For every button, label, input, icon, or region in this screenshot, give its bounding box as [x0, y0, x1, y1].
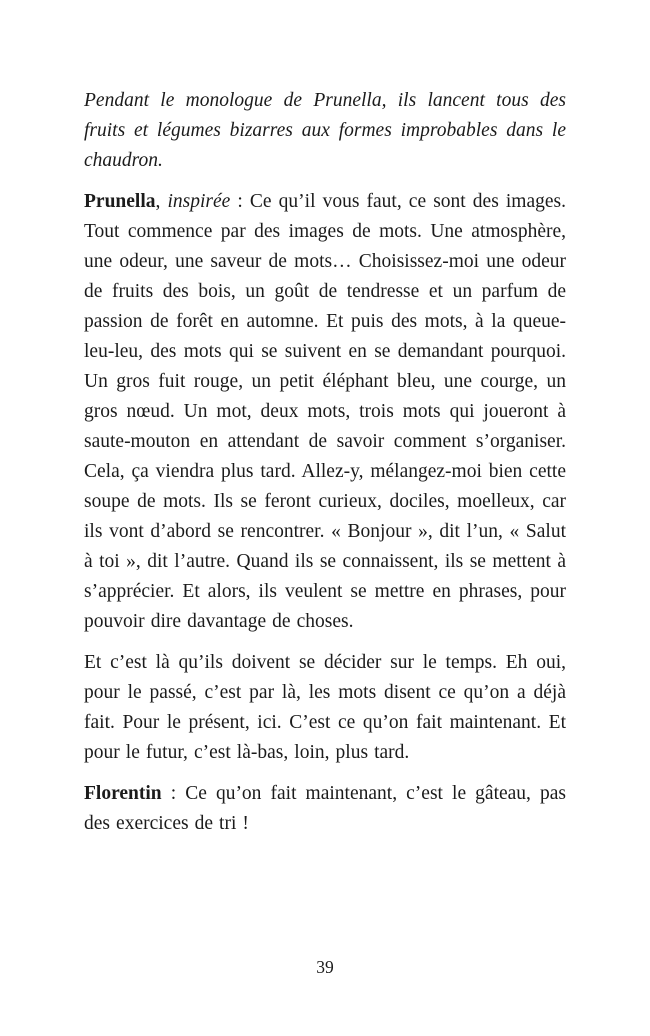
text-segment-normal: : Ce qu’on fait maintenant, c’est le gâteau, pas des exercices de tri ! — [84, 783, 566, 834]
dialogue-prunella-continued — [84, 648, 566, 768]
dialogue-prunella — [84, 187, 566, 637]
text-segment-italic: inspirée — [167, 191, 231, 212]
text-segment-normal: : Ce qu’il vous faut, ce sont des images. Tout commence par des images de mots. Une atmosphère, une odeur, une saveur de mots… Choisissez-moi une odeur de fruits des bois, un goût de tendresse et un parfum de passion de forêt en automne. Et puis des mots, à la queue-leu-leu, des mots qui se suivent en se demandant pourquoi. Un gros fuit rouge, un petit éléphant bleu, une courge, un gros nœud. Un mot, deux mots, trois mots qui joueront à saute-mouton en attendant de savoir comment s’organiser. Cela, ça viendra plus tard. Allez-y, mélangez-moi bien cette soupe de mots. Ils se feront curieux, dociles, moelleux, car ils vont d’abord se rencontrer. « Bonjour », dit l’un, « Salut à toi », dit l’autre. Quand ils se connaissent, ils se mettent à s’apprécier. Et alors, ils veulent se mettre en phrases, pour pouvoir dire davantage de choses. — [84, 191, 566, 632]
dialogue-florentin — [84, 779, 566, 839]
text-segment-italic: Pendant le monologue de Prunella, ils lancent tous des fruits et légumes bizarres aux formes improbables dans le chaudron. — [84, 90, 566, 171]
text-segment-normal: , — [155, 191, 168, 212]
text-segment-bold: Prunella — [84, 191, 156, 212]
text-segment-bold: Florentin — [84, 783, 162, 804]
stage-direction — [84, 86, 566, 176]
page-number: 39 — [316, 957, 334, 977]
text-segment-normal: Et c’est là qu’ils doivent se décider sur le temps. Eh oui, pour le passé, c’est par là, les mots disent ce qu’on a déjà fait. Pour le présent, ici. C’est ce qu’on fait maintenant. Et pour le futur, c’est là-bas, loin, plus tard. — [84, 652, 566, 763]
page-text-block — [84, 86, 566, 839]
